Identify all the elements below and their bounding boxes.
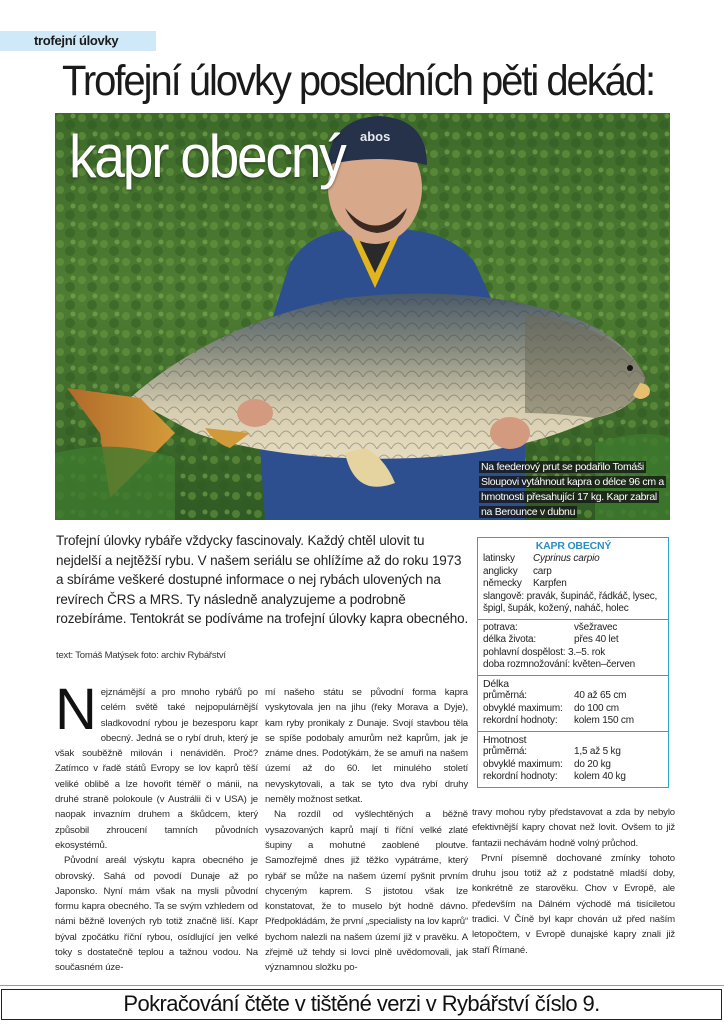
infobox-key: obvyklé maximum: xyxy=(483,758,563,770)
infobox-value: 3.–5. rok xyxy=(567,646,606,658)
infobox-key: rekordní hodnoty: xyxy=(483,715,558,726)
infobox-row xyxy=(483,690,664,703)
infobox-key: průměrná: xyxy=(483,746,527,757)
infobox-key: pohlavní dospělost: xyxy=(483,646,566,658)
infobox-value: Cyprinus carpio xyxy=(533,553,600,564)
infobox-value: do 20 kg xyxy=(574,758,611,770)
article-column-3 xyxy=(472,805,675,958)
infobox-value: všežravec xyxy=(574,621,618,633)
article-paragraph: mí našeho státu se původní forma kapra vyskytovala jen na jihu (řeky Morava a Dyje), kam ryby pronikaly z Dunaje. Svojí stavbou těla se spíše podobaly amurům než kaprům, jak je známe dnes. Podotýkám, že se amuři na našem území až do 60. let minulého století nevyskytovali, a tak se tyto dva rybí druhy neměly možnost setkat. xyxy=(265,687,468,806)
infobox-key: potrava: xyxy=(483,621,518,633)
infobox-value: přes 40 let xyxy=(574,634,619,645)
article-column-2 xyxy=(265,685,468,976)
infobox-title: KAPR OBECNÝ xyxy=(535,540,612,552)
article-column-1 xyxy=(55,677,258,976)
article-paragraph: Původní areál výskytu kapra obecného je obrovský. Sahá od povodí Dunaje až po Japonsko. Nyní mám však na mysli původní formu kapra obecného. Ta se svým vzhledem od námi běžně lovených ryb totiž značně liší. Kapr býval zpočátku říční rybou, osídlující jen velké toky s dostatečně teplou a tažnou vodou. Na současném úze- xyxy=(55,855,258,974)
infobox-value: kolem 150 cm xyxy=(574,715,634,726)
infobox-length-heading: Délka xyxy=(483,677,509,690)
section-tag: trofejní úlovky xyxy=(0,31,156,51)
infobox-row xyxy=(483,715,664,728)
infobox-slang: slangově: pravák, šupináč, řádkáč, lysec, špigl, šupák, kožený, naháč, holec xyxy=(483,590,658,614)
infobox-key: německy xyxy=(483,578,522,589)
infobox-key: doba rozmnožování: xyxy=(483,659,571,670)
photo-title: kapr obecný xyxy=(69,123,345,190)
photo-caption-text: Na feederový prut se podařilo Tomáši Sloupovi vytáhnout kapra o délce 96 cm a hmotnosti přesahující 17 kg. Kapr zabral na Berounce v dubnu xyxy=(481,461,664,518)
infobox-row xyxy=(483,703,664,716)
infobox-value: do 100 cm xyxy=(574,702,619,714)
headline: Trofejní úlovky posledních pěti dekád: xyxy=(62,57,655,105)
article-paragraph: První písemně dochované zmínky tohoto druhu jsou totiž až z podstatně mladší doby, konkrétně ze starověku. Chov v Evropě, ale především na Dálném východě má tisíciletou tradici. V Číně byl kapr chován už před naším letopočtem, v Evropě dunajské kapry znali již staří Římané. xyxy=(472,852,675,956)
cap-logo: abos xyxy=(360,129,391,144)
infobox-value: carp xyxy=(533,565,552,577)
article-paragraph-text: ejznámější a pro mnoho rybářů po celém světě také nejpopulárnější sladkovodní rybou je bezesporu kapr obecný. Jedná se o rybí druh, který je však souběžně milován i nenáviděn. Proč? Zatímco v řadě států Evropy se lov kaprů těší veliké oblibě a lze hovořit téměř o mánii, na druhé straně polokoule (v Austrálii či v USA) je naopak invazním druhem a škůdcem, který způsobil zhroucení tamních původních ekosystémů. xyxy=(55,687,258,851)
intro-paragraph: Trofejní úlovky rybáře vždycky fascinovaly. Každý chtěl ulovit tu nejdelší a nejtěžší rybu. V našem seriálu se ohlížíme až do roku 1973 a sbíráme veškeré dostupné informace o nej rybách ulovených na revírech ČRS a MRS. Ty následně analyzujeme a podrobně rozebíráme. Tentokrát se podíváme na trofejní úlovky kapra obecného. xyxy=(56,533,469,627)
infobox-key: latinsky xyxy=(483,553,515,564)
article-paragraph: Na rozdíl od vyšlechtěných a běžně vysazovaných kaprů mají ti říční velké zlaté šupiny a mohutné zaoblené ploutve. Samozřejmě dnes již těžko vypátráme, který rybář se může na našem území pyšnit prvním chyceným kaprem. S jistotou však lze konstatovat, že to muselo být hodně dávno. Předpokládám, že první „specialisty na lov kaprů“ bychom nalezli na našem území již v pravěku. A zřejmě už tehdy si lovci plně uvědomovali, jak významnou složku po- xyxy=(265,809,468,974)
infobox-weight-heading: Hmotnost xyxy=(483,733,527,746)
article-paragraph: travy mohou ryby představovat a zda by nebylo efektivnější kapry chovat než lovit. Ovšem to již fantazii nechávám hodně volný průchod. xyxy=(472,807,675,849)
infobox-value: 1,5 až 5 kg xyxy=(574,746,621,757)
infobox-life-section xyxy=(478,620,668,676)
infobox-weight-section xyxy=(478,732,668,787)
infobox-value: květen–červen xyxy=(572,659,636,670)
infobox-row xyxy=(483,553,664,566)
infobox-row xyxy=(483,771,664,784)
continuation-banner: Pokračování čtěte v tištěné verzi v Rybářství číslo 9. xyxy=(1,989,722,1020)
infobox-value: Karpfen xyxy=(533,578,567,589)
infobox-key: anglicky xyxy=(483,565,518,577)
infobox-length-section xyxy=(478,676,668,732)
infobox-row xyxy=(483,578,664,591)
infobox-names-section xyxy=(478,538,668,620)
infobox-value: kolem 40 kg xyxy=(574,771,626,782)
infobox-key: rekordní hodnoty: xyxy=(483,771,558,782)
infobox-key: průměrná: xyxy=(483,690,527,701)
article-paragraph xyxy=(55,677,258,853)
hero-photo xyxy=(55,113,670,520)
infobox-value: 40 až 65 cm xyxy=(574,690,627,701)
infobox-row xyxy=(483,659,664,672)
photo-caption xyxy=(479,460,665,520)
infobox-row xyxy=(483,647,664,660)
infobox-row xyxy=(483,566,664,579)
footer-divider xyxy=(0,985,724,986)
infobox-key: obvyklé maximum: xyxy=(483,702,563,714)
drop-cap: N xyxy=(55,677,97,742)
infobox-row xyxy=(483,759,664,772)
infobox-row xyxy=(483,634,664,647)
infobox-row xyxy=(483,746,664,759)
infobox-row xyxy=(483,622,664,635)
species-infobox xyxy=(477,537,669,788)
infobox-key: délka života: xyxy=(483,634,536,645)
credits: text: Tomáš Matýsek foto: archiv Rybářství xyxy=(56,650,226,661)
